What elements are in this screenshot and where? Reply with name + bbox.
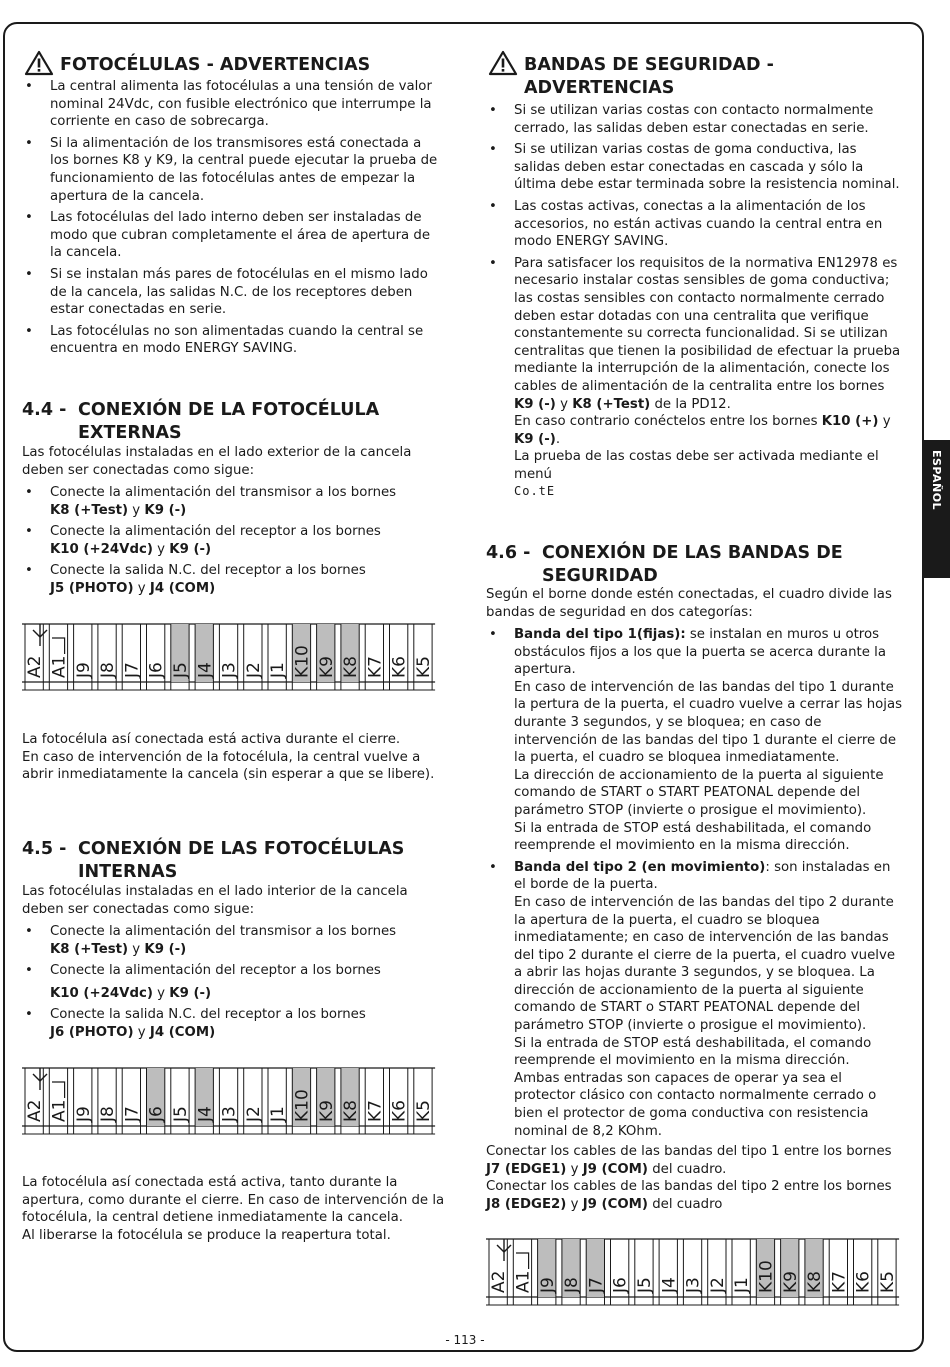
terminal-label-k6: K6 [389, 656, 410, 678]
section-4-5-list [22, 923, 442, 1046]
section-number: 4.4 - [22, 400, 67, 420]
terminal-label-j5: J5 [634, 1277, 655, 1293]
terminal-label-j5: J5 [170, 1106, 191, 1122]
list-item: • Banda del tipo 2 (en movimiento): son instaladas en el borde de la puerta. En caso de intervención de las bandas del tipo 2 durante la apertura de la puerta, el cuadro se bloquea inmediatamente; en caso de intervención de las bandas del tipo 2 durante el cierre de la puerta, el cuadro vuelve a abrir las hojas durante 3 segundos, y se bloquea. La dirección de accionamiento de la puerta al siguiente comando de START o START PEATONAL depende del parámetro STOP (invierte o prosigue el movimiento). Si la entrada de STOP está deshabilitada, el comando reemprende el movimiento en la misma dirección. Ambas entradas son capaces de operar ya sea el protector clásico con contacto normalmente cerrado o bien el protector de goma conductiva con resistencia nominal de 8,2 KOhm. [486, 859, 906, 1141]
terminal-label-j2: J2 [243, 1106, 264, 1122]
terminal-label-j2: J2 [707, 1277, 728, 1293]
terminal-label-j8: J8 [562, 1277, 583, 1293]
section-4-4-note: La fotocélula así conectada está activa durante el cierre. En caso de intervención de la fotocélula, la central vuelve a abrir inmediatamente la cancela (sin esperar a que se libere). [22, 732, 435, 783]
terminal-label-j7: J7 [122, 662, 143, 678]
terminal-label-a2: A2 [489, 1270, 510, 1293]
terminal-label-k5: K5 [877, 1271, 898, 1293]
terminal-label-k9: K9 [780, 1271, 801, 1293]
section-4-4-list [22, 484, 442, 602]
list-item: • Conecte la alimentación del receptor a los bornes K10 (+24Vdc) y K9 (-) [22, 523, 442, 558]
list-item: • Si se utilizan varias costas con contacto normalmente cerrado, las salidas deben estar conectadas en serie. [486, 102, 906, 137]
terminal-label-k7: K7 [365, 1100, 386, 1122]
terminal-label-k7: K7 [365, 656, 386, 678]
section-title: CONEXIÓN DE LA FOTOCÉLULA [78, 400, 380, 420]
terminal-label-j1: J1 [268, 1106, 289, 1122]
section-4-5-intro: Las fotocélulas instaladas en el lado interior de la cancela deben ser conectadas como sigue: [22, 884, 408, 917]
terminal-label-j5: J5 [170, 662, 191, 678]
terminal-label-k7: K7 [829, 1271, 850, 1293]
terminal-label-j8: J8 [98, 1106, 119, 1122]
terminal-label-j3: J3 [219, 662, 240, 678]
language-side-tab [924, 440, 950, 578]
terminal-label-k9: K9 [316, 1100, 337, 1122]
section-number: 4.6 - [486, 543, 531, 563]
terminal-label-j6: J6 [146, 1106, 167, 1122]
section-4-5-note: La fotocélula así conectada está activa, tanto durante la apertura, como durante el cierre. En caso de intervención de la fotocélula, la central detiene inmediatamente la cancela. Al liberarse la fotocélula se produce la reapertura total. [22, 1175, 445, 1243]
section-4-4-heading [22, 399, 452, 445]
terminal-label-a2: A2 [25, 655, 46, 678]
page-number: - 113 - [445, 1333, 485, 1347]
list-item: • Para satisfacer los requisitos de la normativa EN12978 es necesario instalar costas sensibles de goma conductiva; las costas sensibles con contacto normalmente cerrado deben estar dotadas con una centralita que verifique constantemente su correcta funcionalidad. Si se utilizan centralitas que tienen la posibilidad de efectuar la prueba mediante la interrupción de la alimentación, conecte los cables de alimentación de la centralita entre los bornes K9 (-) y K8 (+Test) de la PD12. En caso contrario conéctelos entre los bornes K10 (+) y K9 (-). La prueba de las costas debe ser activada mediante el menú Co.tE [486, 255, 906, 501]
safety-edges-warnings-list [486, 102, 906, 505]
section-title-cont: INTERNAS [78, 862, 178, 882]
language-label: ESPAÑOL [930, 450, 943, 511]
terminal-label-k6: K6 [853, 1271, 874, 1293]
terminal-label-a2: A2 [25, 1099, 46, 1122]
terminal-label-j2: J2 [243, 662, 264, 678]
terminal-label-k6: K6 [389, 1100, 410, 1122]
terminal-label-k8: K8 [341, 656, 362, 678]
terminal-label-k8: K8 [341, 1100, 362, 1122]
safety-edges-warnings-title: BANDAS DE SEGURIDAD - ADVERTENCIAS [524, 55, 774, 98]
section-title: CONEXIÓN DE LAS BANDAS DE [542, 543, 843, 563]
terminal-label-j7: J7 [586, 1277, 607, 1293]
section-number: 4.5 - [22, 839, 67, 859]
list-item: • Si se instalan más pares de fotocélulas en el mismo lado de la cancela, las salidas N.C. de los receptores deben estar conectadas en serie. [22, 266, 442, 319]
warning-icon [24, 50, 54, 76]
terminal-label-j3: J3 [219, 1106, 240, 1122]
terminal-strip-safety-edges [486, 1235, 908, 1327]
list-item: • Si se utilizan varias costas de goma conductiva, las salidas deben estar conectadas en cascada y sólo la última debe estar terminada sobre la resistencia nominal. [486, 141, 906, 194]
section-4-5-heading [22, 838, 452, 884]
section-title: CONEXIÓN DE LAS FOTOCÉLULAS [78, 839, 405, 859]
section-title-cont: SEGURIDAD [542, 566, 658, 586]
terminal-label-j9: J9 [73, 1106, 94, 1122]
photocell-warnings-title: FOTOCÉLULAS - ADVERTENCIAS [60, 55, 371, 75]
terminal-label-j4: J4 [659, 1277, 680, 1293]
terminal-label-k10: K10 [292, 1089, 313, 1122]
terminal-label-j6: J6 [146, 662, 167, 678]
terminal-label-j3: J3 [683, 1277, 704, 1293]
terminal-label-j6: J6 [610, 1277, 631, 1293]
section-4-6-connections: Conectar los cables de las bandas del tipo 1 entre los bornes J7 (EDGE1) y J9 (COM) del cuadro. Conectar los cables de las bandas del tipo 2 entre los bornes J8 (EDGE2) y J9 (COM) del cuadro [486, 1144, 892, 1212]
list-item: • Conecte la alimentación del transmisor a los bornes K8 (+Test) y K9 (-) [22, 484, 442, 519]
terminal-label-k10: K10 [292, 645, 313, 678]
list-item: • Si la alimentación de los transmisores está conectada a los bornes K8 y K9, la central puede ejecutar la prueba de funcionamiento de las fotocélulas antes de empezar la apertura de la cancela. [22, 135, 442, 205]
antenna-icon [497, 1239, 529, 1269]
list-item: • Las fotocélulas no son alimentadas cuando la central se encuentra en modo ENERGY SAVING. [22, 323, 442, 358]
terminal-label-k5: K5 [413, 656, 434, 678]
list-item: • Las fotocélulas del lado interno deben ser instaladas de modo que cubran completamente el área de apertura de la cancela. [22, 209, 442, 262]
safety-edges-warnings-heading [488, 54, 774, 100]
section-4-4-intro: Las fotocélulas instaladas en el lado exterior de la cancela deben ser conectadas como sigue: [22, 445, 412, 478]
list-item: • Banda del tipo 1(fijas): se instalan en muros u otros obstáculos fijos a los que la puerta se acerca durante la apertura. En caso de intervención de las bandas del tipo 1 durante la pertura de la puerta, el cuadro vuelve a cerrar las hojas durante 3 segundos, y se bloquea; en caso de intervención de las bandas del tipo 1 durante el cierre de la puerta, el cuadro se bloquea inmediatamente. La dirección de accionamiento de la puerta al siguiente comando de START o START PEATONAL depende del parámetro STOP (invierte o prosigue el movimiento). Si la entrada de STOP está deshabilitada, el comando reemprende el movimiento en la misma dirección. [486, 626, 906, 855]
terminal-label-j7: J7 [122, 1106, 143, 1122]
terminal-label-j9: J9 [73, 662, 94, 678]
terminal-label-k5: K5 [413, 1100, 434, 1122]
list-item: • Las costas activas, conectas a la alimentación de los accesorios, no están activas cuando la central entra en modo ENERGY SAVING. [486, 198, 906, 251]
terminal-label-a1: A1 [49, 1099, 70, 1122]
section-4-6-intro: Según el borne donde estén conectadas, el cuadro divide las bandas de seguridad en dos categorías: [486, 587, 892, 620]
list-item: • La central alimenta las fotocélulas a una tensión de valor nominal 24Vdc, con fusible electrónico que interrumpe la corriente en caso de sobrecarga. [22, 78, 442, 131]
terminal-label-k9: K9 [316, 656, 337, 678]
warning-icon [488, 50, 518, 76]
menu-display-code: Co.tE [514, 484, 556, 499]
list-item: • Conecte la salida N.C. del receptor a los bornes J5 (PHOTO) y J4 (COM) [22, 562, 442, 597]
terminal-label-k10: K10 [756, 1260, 777, 1293]
section-4-6-list [486, 626, 906, 1144]
terminal-strip-internal-photocell [22, 1064, 444, 1156]
photocell-warnings-heading [24, 54, 370, 77]
list-item: • Conecte la alimentación del transmisor a los bornes K8 (+Test) y K9 (-) [22, 923, 442, 958]
section-4-6-heading [486, 542, 916, 588]
terminal-label-j9: J9 [537, 1277, 558, 1293]
section-title-cont: EXTERNAS [78, 423, 182, 443]
terminal-label-j8: J8 [98, 662, 119, 678]
terminal-strip-external-photocell [22, 620, 444, 712]
terminal-label-j4: J4 [195, 662, 216, 678]
terminal-label-j1: J1 [268, 662, 289, 678]
terminal-label-k8: K8 [805, 1271, 826, 1293]
list-item: • Conecte la alimentación del receptor a los bornes K10 (+24Vdc) y K9 (-) [22, 962, 442, 1002]
terminal-label-a1: A1 [513, 1270, 534, 1293]
photocell-warnings-list [22, 78, 442, 362]
terminal-label-a1: A1 [49, 655, 70, 678]
terminal-label-j1: J1 [732, 1277, 753, 1293]
list-item: • Conecte la salida N.C. del receptor a los bornes J6 (PHOTO) y J4 (COM) [22, 1006, 442, 1041]
terminal-label-j4: J4 [195, 1106, 216, 1122]
